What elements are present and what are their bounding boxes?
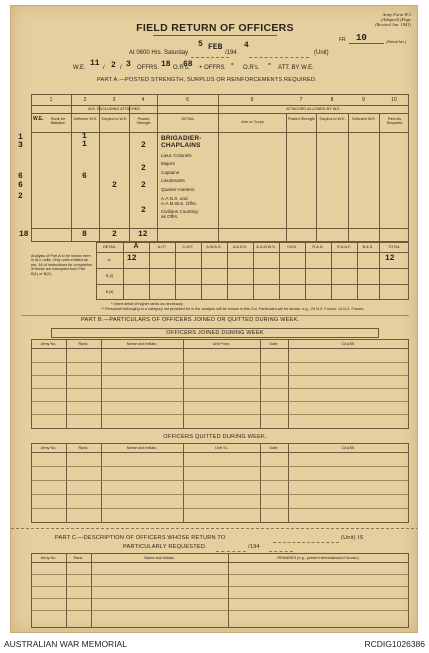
quitted-col-rank: Rank. <box>78 446 89 450</box>
quitted-col-name: Name and Initials. <box>126 446 158 450</box>
c7-subheader: Posted Strength <box>287 117 316 121</box>
detail-col-aamws: A.A.M.W.S. <box>256 245 276 249</box>
detail-col-aans: A.A.N.S. <box>232 245 248 249</box>
rank-majors: Majors <box>161 161 175 167</box>
detail-row-bi: B.(i) <box>106 274 113 278</box>
year-prefix: /194 <box>225 50 237 56</box>
part-b-header: PART B.—PARTICULARS OF OFFICERS JOINED OR QUITTED DURING WEEK. <box>81 317 300 323</box>
c3-subheader: Surplus to W.E. <box>101 117 128 121</box>
rank-brigadier: BRIGADIER- <box>161 135 202 142</box>
detail-col-civil: CIVIL <box>287 245 297 249</box>
total-value: 12 <box>385 254 395 263</box>
col-num-4: 4 <box>141 97 145 103</box>
part-c-particularly: PARTICULARLY REQUESTED. <box>123 544 207 550</box>
col-num-5: 5 <box>186 97 189 103</box>
detail-subheader: DETAIL <box>181 117 195 121</box>
c1-subheader: Rank for Battalion <box>50 117 66 126</box>
detail-row-bii: B.(ii) <box>105 290 114 294</box>
form-sheet: Army Form W.3 (Adapted) (Page (Revised Jan. 1941) FR 10 (Serial No.) FIELD RETURN OF OFFICERS 5 FEB 4 At 0600 Hrs. Saturday /194 (Unit) W.E. 11 / 2 / 3 OFFRS. 18 O.R's. 68 + OFFRS. - O.R's. - ATT. BY W.E. PART A.—POSTED STRENGTH, SURPLUS OR REINFORCEMENTS REQUIRED. 1 2 3 4 5 6 7 8 9 10 W.E. EXCLUDING ATTACHED ATTACHED ALLOWED BY W.E. W.E. Rank for Battalion Deficient W.E. Surplus to W.E. Posted Strength DETAIL Arm or Corps Posted Strength Surplus to W.E. Deficient W.E. Rein-fts Required BRIGADIER- CHAPLAINS Lieut.-Colonels Majors Captains Lieutenants Quarter-masters A.A.N.S. and A.A.M.W.S. Offrs. Civilians Counting as Offrs. 1 3 6 6 2 1 1 6 2 2 2 2 2 18 8 2 12 DETAIL A A.I.F. C.M.F. A.W.A.S. A.A.N.S. A.A.M.W.S. CIVIL R.A.N. R.A.A.F. B.& S. TOTAL A. B.(i) B.(ii) 12 12 Analysis of Part A to be shown here in ALL units. Only units entitled as per. 16 of instructions for completion of these are exempted from Part B(1) or B(2). * Insert detail of higher ranks as necessary. ** Personnel belonging to a category not provided for in the analysis will be shown in this Col. Particulars will be shown, e.g., 20 N.Z. Forces. 14 N.Z. Forces. PART B.—PARTICULARS OF OFFICERS JOINED OR QUITTED DURING WEEK. OFFICERS JOINED DURING WEEK Army No. Rank. Name and Initials. Unit From. Date. CAUSE. OFFICERS QUITTED DURING WEEK. Army No. Rank. Name and Initials. Unit To. Date. CAUSE. PART C.—DESCRIPTION OF OFFICERS WHOSE RETURN TO (Unit) IS PARTICULARLY REQUESTED. /194 Army No. Rank. Name and Initials. REMARKS (e.g., present whereabouts if known). <box>10 5 418 633</box>
col4-val-1: 2 <box>141 141 146 150</box>
attached-allowed-header: ATTACHED ALLOWED BY W.E. <box>286 107 341 111</box>
unit-label: (Unit) <box>314 50 329 56</box>
rank-qm: Quarter-masters <box>161 186 195 192</box>
col-num-2: 2 <box>83 97 87 103</box>
we-val-1: 1 <box>18 133 23 142</box>
col2-val-3: 6 <box>82 172 87 181</box>
col4-val-3: 2 <box>141 181 146 190</box>
rank-lieutenants: Lieutenants <box>161 178 185 184</box>
we-val-2: 3 <box>18 141 23 150</box>
offrs-label: OFFRS. <box>137 65 159 71</box>
part-c-year: /194 <box>248 544 260 550</box>
rank-civilians: Civilians Counting <box>161 209 198 215</box>
offrs2-val: - <box>230 60 235 69</box>
detail-label: DETAIL <box>102 245 116 249</box>
part-a-header: PART A.—POSTED STRENGTH, SURPLUS OR REINFORCEMENTS REQUIRED. <box>97 77 317 83</box>
part-c-unit-is: (Unit) IS <box>341 535 364 541</box>
army-form-sub1: (Adapted) (Page <box>381 17 411 23</box>
fr-number: 10 <box>356 33 367 43</box>
c8-subheader: Surplus to W.E. <box>319 117 346 121</box>
we-val-3: 6 <box>18 172 23 181</box>
quitted-col-cause: CAUSE. <box>341 446 356 450</box>
or-val: 68 <box>183 60 193 69</box>
detail-col-cmf: C.M.F. <box>182 245 194 249</box>
rank-aamws: A.A.M.W.S. Offrs. <box>161 201 197 207</box>
detail-col-ran: R.A.N. <box>312 245 324 249</box>
footer-right: RCDIG1026386 <box>364 639 425 649</box>
col-num-9: 9 <box>362 97 365 103</box>
part-c-header: PART C.—DESCRIPTION OF OFFICERS WHOSE RETURN TO <box>55 535 226 541</box>
quitted-header: OFFICERS QUITTED DURING WEEK. <box>163 434 267 440</box>
rank-chaplains: CHAPLAINS <box>161 142 201 149</box>
c9-subheader: Deficient W.E. <box>352 117 376 121</box>
footer-left: AUSTRALIAN WAR MEMORIAL <box>4 639 127 649</box>
joined-col-rank: Rank. <box>78 342 89 346</box>
detail-a-value: 12 <box>127 254 137 263</box>
joined-col-cause: CAUSE. <box>341 342 356 346</box>
serial-label: (Serial No.) <box>386 39 407 44</box>
col2-val-1: 1 <box>82 132 87 141</box>
col4-val-4: 2 <box>141 206 146 215</box>
rank-lt-col: Lieut.-Colonels <box>161 153 192 158</box>
partc-col-remarks: REMARKS (e.g., present whereabouts if known). <box>277 556 360 560</box>
rank-list <box>161 135 217 219</box>
we-val-5: 2 <box>18 192 23 201</box>
rank-aans: A.A.N.S. and <box>161 196 188 202</box>
footnote-1: * Insert detail of higher ranks as necessary. <box>111 302 184 306</box>
we-val2: 2 <box>111 61 116 70</box>
rank-captains: Captains <box>161 169 180 175</box>
analysis-note: Analysis of Part A to be shown here in ALL units. Only units entitled as per. 16 of instructions for completion of these are exempted from Part B(1) or B(2). <box>31 254 92 276</box>
partc-col-name: Name and Initials. <box>144 556 175 560</box>
fr-label: FR <box>339 37 346 43</box>
partc-col-rank: Rank. <box>73 556 84 560</box>
col3-val-1: 2 <box>112 181 117 190</box>
detail-col-bs: B.& S. <box>362 245 374 249</box>
quitted-col-army-no: Army No. <box>40 446 57 450</box>
part-c-table <box>31 553 409 628</box>
or2-label: O.R's. <box>243 65 260 71</box>
col-num-1: 1 <box>49 97 53 103</box>
we-val3: 3 <box>126 60 131 69</box>
at-line: At 0600 Hrs. Saturday <box>129 50 189 56</box>
date-day: 5 <box>198 40 203 49</box>
col4-val-2: 2 <box>141 164 146 173</box>
joined-col-unit-from: Unit From. <box>212 342 231 346</box>
we-label: W.E. <box>73 65 86 71</box>
total-surplus: 2 <box>112 230 117 239</box>
total-we: 18 <box>19 230 29 239</box>
we-subheader: W.E. <box>33 116 44 122</box>
offrs-val: 18 <box>161 60 171 69</box>
footnote-2: ** Personnel belonging to a category not provided for in the analysis will be shown in this Col. Particulars will be shown, e.g., 20 N.Z. Forces. 14 N.Z. Forces. <box>101 307 365 311</box>
rank-civ-offrs: as Offrs. <box>161 214 179 220</box>
joined-header: OFFICERS JOINED DURING WEEK <box>166 330 264 336</box>
col-num-3: 3 <box>112 97 116 103</box>
or2-val: - <box>267 60 272 69</box>
total-label: TOTAL <box>388 245 400 249</box>
detail-col-raaf: R.A.A.F. <box>337 245 351 249</box>
col-num-7: 7 <box>299 97 303 103</box>
archive-footer <box>0 637 429 653</box>
army-form-sub2: (Revised Jan. 1941) <box>375 22 411 28</box>
c4-subheader: Posted Strength <box>136 117 151 126</box>
c10-subheader: Rein-fts Required <box>386 117 403 126</box>
att-label: ATT. BY W.E. <box>278 65 314 71</box>
date-year-suffix: 4 <box>244 41 249 50</box>
joined-col-name: Name and Initials. <box>126 342 158 346</box>
offrs2-label: + OFFRS. <box>199 65 227 71</box>
quitted-col-unit-to: Unit To. <box>215 446 228 450</box>
c6-subheader: Arm or Corps <box>241 120 264 124</box>
detail-col-aif: A.I.F. <box>157 245 167 249</box>
joined-col-date: Date. <box>269 342 279 346</box>
detail-row-a: A. <box>107 258 112 262</box>
quitted-table <box>31 443 409 523</box>
joined-table <box>31 339 409 429</box>
army-form-label: Army Form W.3 <box>382 12 411 17</box>
c2-subheader: Deficient W.E. <box>73 117 98 121</box>
form-title: FIELD RETURN OF OFFICERS <box>136 22 294 34</box>
we-val1: 11 <box>90 59 100 68</box>
col-num-10: 10 <box>391 97 397 103</box>
total-posted: 12 <box>138 230 148 239</box>
we-excluding-header: W.E. EXCLUDING ATTACHED <box>88 107 140 111</box>
col-num-8: 8 <box>330 97 334 103</box>
date-month: FEB <box>208 43 223 52</box>
partc-col-army-no: Army No. <box>40 556 57 560</box>
col2-val-2: 1 <box>82 140 87 149</box>
quitted-col-date: Date. <box>269 446 279 450</box>
total-deficient: 8 <box>82 230 87 239</box>
joined-col-army-no: Army No. <box>40 342 57 346</box>
or-label: O.R's. <box>173 65 190 71</box>
col-num-6: 6 <box>250 97 254 103</box>
detail-a-header: A <box>133 243 139 250</box>
detail-col-awas: A.W.A.S. <box>206 245 222 249</box>
we-val-4: 6 <box>18 181 23 190</box>
